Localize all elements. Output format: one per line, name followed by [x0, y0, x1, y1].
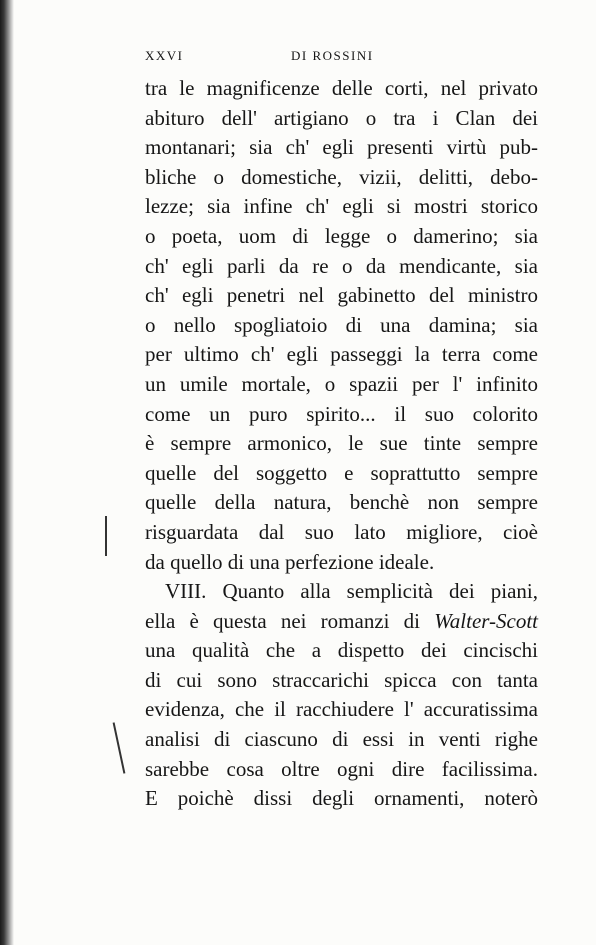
text-line: bliche o domestiche, vizii, delitti, debo- — [145, 164, 538, 189]
text-line: evidenza, che il racchiudere l' accuratissima — [145, 697, 538, 722]
running-header — [145, 48, 538, 68]
margin-pencil-mark — [113, 722, 126, 773]
text-line: o poeta, uom di legge o damerino; sia — [145, 223, 538, 248]
page-binding-edge — [0, 0, 14, 945]
text-line: quelle della natura, benchè non sempre — [145, 490, 538, 515]
text-line: ch' egli parli da re o da mendicante, sia — [145, 253, 538, 278]
text-line: come un puro spirito... il suo colorito — [145, 401, 538, 426]
text-line: ch' egli penetri nel gabinetto del ministro — [145, 283, 538, 308]
text-line: E poichè dissi degli ornamenti, noterò — [145, 786, 538, 811]
text-line: abituro dell' artigiano o tra i Clan dei — [145, 105, 538, 130]
text-line: una qualità che a dispetto dei cincischi — [145, 638, 538, 663]
text-line: analisi di ciascuno di essi in venti righe — [145, 727, 538, 752]
text-line — [145, 607, 538, 637]
text-line: lezze; sia infine ch' egli si mostri storico — [145, 194, 538, 219]
text-line: per ultimo ch' egli passeggi la terra come — [145, 342, 538, 367]
text-line: montanari; sia ch' egli presenti virtù pub- — [145, 135, 538, 160]
page-number: XXVI — [145, 48, 184, 63]
text-line: sarebbe cosa oltre ogni dire facilissima. — [145, 756, 538, 781]
italic-name: Walter-Scott — [434, 608, 538, 633]
text-line: di cui sono straccarichi spicca con tanta — [145, 667, 538, 692]
text-line: risguardata dal suo lato migliore, cioè — [145, 519, 538, 544]
text-line: è sempre armonico, le sue tinte sempre — [145, 431, 538, 456]
text-line-start: ella è questa nei romanzi di — [145, 608, 435, 633]
running-title: DI ROSSINI — [291, 48, 374, 63]
margin-pencil-mark — [105, 516, 107, 556]
text-line: VIII. Quanto alla semplicità dei piani, — [165, 579, 538, 604]
text-line: quelle del soggetto e soprattutto sempre — [145, 460, 538, 485]
text-line: da quello di una perfezione ideale. — [145, 549, 435, 574]
text-line: tra le magnificenze delle corti, nel privato — [145, 76, 538, 100]
body-text — [145, 74, 538, 814]
text-line: o nello spogliatoio di una damina; sia — [145, 312, 538, 337]
text-line: un umile mortale, o spazii per l' infinito — [145, 371, 538, 396]
